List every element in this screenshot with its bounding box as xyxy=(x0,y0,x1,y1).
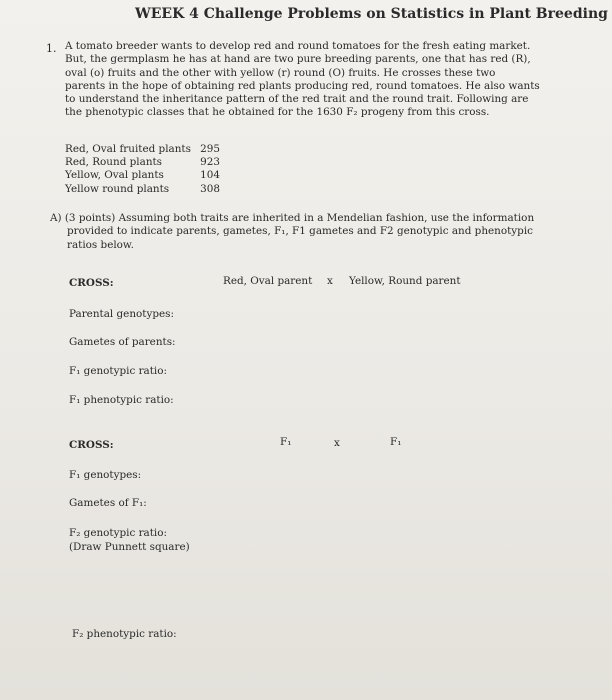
phenotype-row xyxy=(65,183,220,196)
gametes-of-parents-label: Gametes of parents: xyxy=(69,336,176,348)
phenotype-label: Yellow, Oval plants xyxy=(65,169,164,182)
cross2-label: CROSS: xyxy=(69,439,114,451)
question-line: A tomato breeder wants to develop red and round tomatoes for the fresh eating market. xyxy=(65,40,531,52)
parental-genotypes-label: Parental genotypes: xyxy=(69,308,174,320)
part-a-line: A) (3 points) Assuming both traits are inherited in a Mendelian fashion, use the information xyxy=(50,212,535,224)
question-line: the phenotypic classes that he obtained for the 1630 F₂ progeny from this cross. xyxy=(65,106,490,119)
phenotype-count: 308 xyxy=(200,182,220,195)
cross2-x: x xyxy=(334,437,340,449)
question-line: parents in the hope of obtaining red plants producing red, round tomatoes. He also wants xyxy=(65,79,540,92)
page-title: WEEK 4 Challenge Problems on Statistics in Plant Breeding xyxy=(135,6,608,22)
part-a-instructions xyxy=(50,212,534,252)
phenotype-count: 295 xyxy=(200,143,220,155)
question-line: But, the germplasm he has at hand are two pure breeding parents, one that has red (R), xyxy=(65,53,531,66)
phenotype-row xyxy=(65,169,220,182)
phenotype-row xyxy=(65,156,220,169)
cross1-label: CROSS: xyxy=(69,277,114,289)
part-a-line: provided to indicate parents, gametes, F₁, F1 gametes and F2 genotypic and phenotypic xyxy=(67,225,533,238)
phenotype-label: Red, Oval fruited plants xyxy=(65,143,191,155)
f1-phenotypic-ratio-label: F₁ phenotypic ratio: xyxy=(69,394,174,406)
question-text xyxy=(65,40,540,120)
punnett-square-instruction: (Draw Punnett square) xyxy=(69,541,190,553)
question-line: to understand the inheritance pattern of the red trait and the round trait. Following are xyxy=(65,93,529,106)
phenotype-count: 923 xyxy=(200,156,220,169)
part-a-line: ratios below. xyxy=(67,238,134,251)
cross1-x: x xyxy=(327,275,333,287)
question-number: 1. xyxy=(46,42,57,55)
f2-phenotypic-ratio-label: F₂ phenotypic ratio: xyxy=(72,628,177,640)
question-line: oval (o) fruits and the other with yellow (r) round (O) fruits. He crosses these two xyxy=(65,66,496,79)
gametes-of-f1-label: Gametes of F₁: xyxy=(69,497,147,509)
f2-genotypic-ratio-label: F₂ genotypic ratio: xyxy=(69,527,167,539)
phenotype-label: Red, Round plants xyxy=(65,156,163,169)
phenotype-row xyxy=(65,143,220,156)
cross2-parent1: F₁ xyxy=(280,436,292,448)
cross1-parent2: Yellow, Round parent xyxy=(349,275,461,287)
f1-genotypic-ratio-label: F₁ genotypic ratio: xyxy=(69,365,167,377)
phenotype-count: 104 xyxy=(200,169,220,182)
phenotype-label: Yellow round plants xyxy=(65,182,170,195)
phenotype-table xyxy=(65,143,220,196)
f1-genotypes-label: F₁ genotypes: xyxy=(69,469,142,481)
cross1-parent1: Red, Oval parent xyxy=(223,275,313,287)
cross2-parent2: F₁ xyxy=(390,436,402,448)
